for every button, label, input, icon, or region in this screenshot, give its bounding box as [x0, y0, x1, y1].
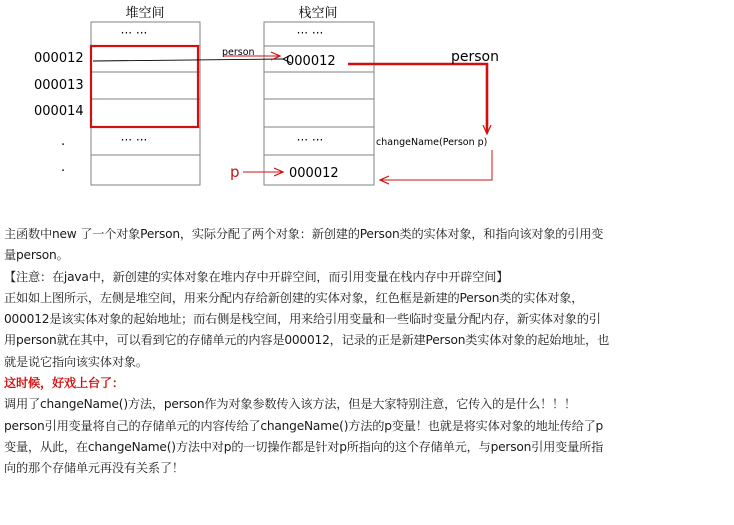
paragraph-line: 000012是该实体对象的起始地址；而右侧是栈空间，用来给引用变量和一些临时变量分配内存，新实体对象的引 [4, 312, 601, 327]
note-line: 【注意：在java中，新创建的实体对象在堆内存中开辟空间，而引用变量在栈内存中开辟空间】 [4, 269, 509, 284]
paragraph-line: 量person。 [4, 248, 69, 263]
person-variable-label: person [451, 49, 499, 65]
stack-space-title: 栈空间 [298, 6, 338, 21]
paragraph-line: 用person就在其中，可以看到它的存储单元的内容是000012，记录的正是新建Person类实体对象的起始地址，也 [4, 333, 610, 348]
heap-space-title: 堆空间 [125, 6, 165, 21]
stack-lower-ellipsis: ··· ··· [296, 133, 324, 147]
copy-to-p-path [381, 150, 492, 180]
paragraph-line: 主函数中new 了一个对象Person，实际分配了两个对象：新创建的Person类的实体对象，和指向该对象的引用变 [4, 227, 604, 241]
heap-address-2: 000013 [34, 78, 84, 93]
paragraph-line: 调用了changeName()方法，person作为对象参数传入该方法，但是大家特别注意，它传入的是什么！！！ [4, 397, 577, 412]
heap-address-1: 000012 [34, 51, 84, 66]
memory-diagram [0, 0, 734, 215]
heap-address-3: 000014 [34, 104, 84, 119]
change-name-method-label: changeName(Person p) [376, 137, 488, 148]
heap-top-ellipsis: ··· ··· [120, 26, 148, 40]
heap-address-dot-1: . [61, 134, 66, 149]
paragraph-line: 向的那个存储单元再没有关系了！ [4, 461, 184, 476]
arrow-person-label: person [222, 47, 255, 58]
heap-address-dot-2: . [61, 160, 66, 175]
paragraph-line: 就是说它指向该实体对象。 [4, 354, 148, 369]
heap-lower-ellipsis: ··· ··· [120, 133, 148, 147]
paragraph-line: person引用变量将自己的存储单元的内容传给了changeName()方法的p变量！也就是将实体对象的地址传给了p [4, 418, 604, 433]
stack-top-ellipsis: ··· ··· [296, 26, 324, 40]
highlight-heading: 这时候，好戏上台了： [4, 376, 124, 391]
paragraph-line: 正如如上图所示，左侧是堆空间，用来分配内存给新创建的实体对象，红色框是新建的Person类的实体对象， [4, 290, 584, 305]
paragraph-line: 变量，从此，在changeName()方法中对p的一切操作都是针对p所指向的这个存储单元，与person引用变量所指 [4, 439, 604, 454]
stack-p-value: 000012 [289, 166, 339, 181]
explanation-text [0, 224, 734, 480]
p-variable-label: p [230, 163, 240, 181]
stack-column [264, 22, 374, 185]
stack-person-value: 000012 [286, 54, 336, 69]
